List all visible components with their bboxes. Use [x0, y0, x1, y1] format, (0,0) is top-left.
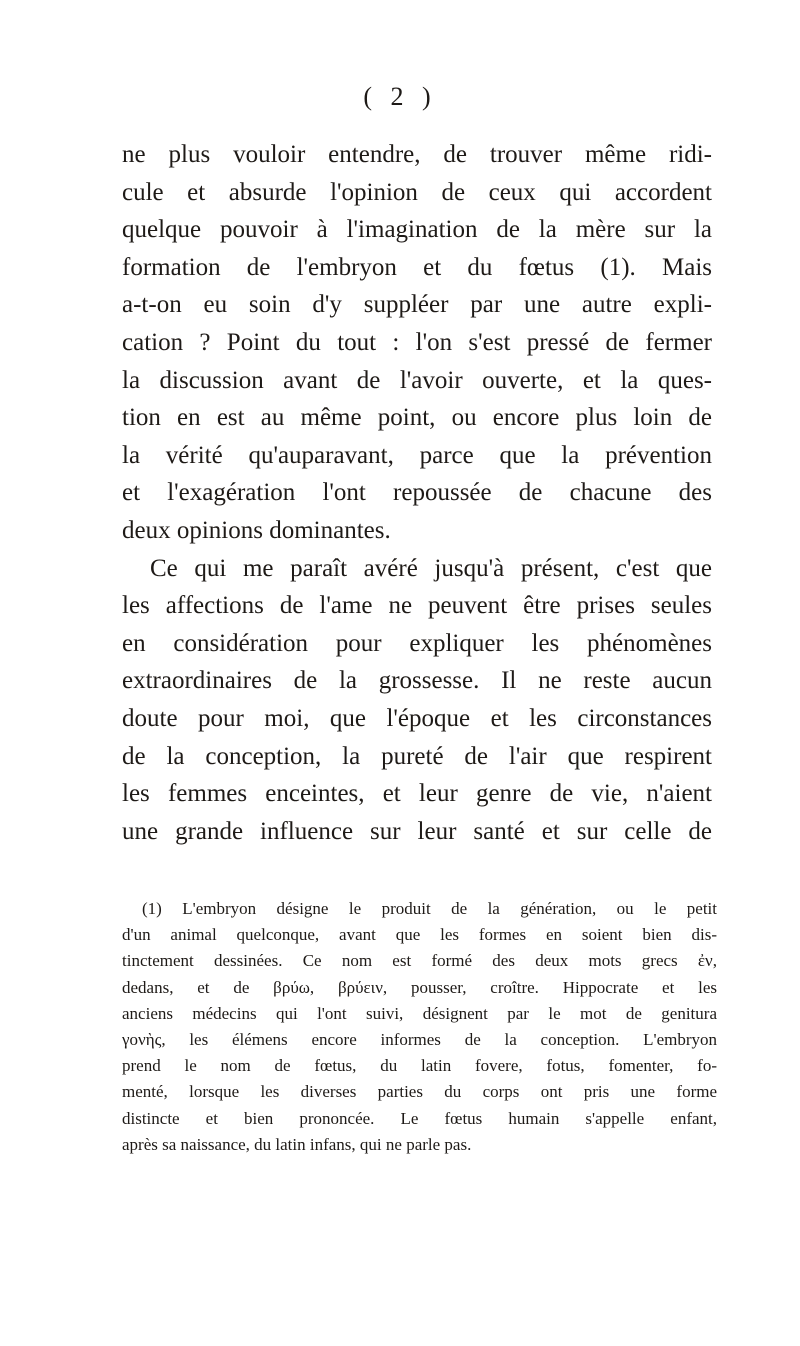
page-number: ( 2 ): [363, 82, 437, 111]
text-line: formation de l'embryon et du fœtus (1). Mais: [122, 253, 712, 281]
text-line: les affections de l'ame ne peuvent être prises seules: [122, 592, 712, 620]
text-line: doute pour moi, que l'époque et les circonstances: [122, 704, 712, 732]
footnote-line: distincte et bien prononcée. Le fœtus humain s'appelle enfant,: [122, 1108, 717, 1128]
footnote-line: menté, lorsque les diverses parties du corps ont pris une forme: [122, 1082, 717, 1102]
text-line: de la conception, la pureté de l'air que respirent: [122, 742, 712, 770]
footnote-line: dedans, et de βρύω, βρύειν, pousser, croître. Hippocrate et les: [122, 977, 717, 997]
text-line: Ce qui me paraît avéré jusqu'à présent, c'est que: [150, 554, 712, 582]
footnote: [122, 896, 717, 1158]
main-text: [122, 136, 712, 850]
text-line: a-t-on eu soin d'y suppléer par une autre expli-: [122, 291, 712, 319]
text-line: extraordinaires de la grossesse. Il ne reste aucun: [122, 667, 712, 695]
text-line: la vérité qu'auparavant, parce que la prévention: [122, 441, 712, 469]
footnote-line: tinctement dessinées. Ce nom est formé des deux mots grecs ἐν,: [122, 951, 717, 971]
footnote-line: γονὴς, les élémens encore informes de la conception. L'embryon: [122, 1029, 717, 1049]
text-line: la discussion avant de l'avoir ouverte, et la ques-: [122, 366, 712, 394]
footnote-line: (1) L'embryon désigne le produit de la génération, ou le petit: [142, 899, 717, 918]
footnote-line: prend le nom de fœtus, du latin fovere, fotus, fomenter, fo-: [122, 1056, 717, 1076]
text-line: deux opinions dominantes.: [122, 516, 391, 544]
footnote-line: anciens médecins qui l'ont suivi, désignent par le mot de genitura: [122, 1003, 717, 1023]
text-line: une grande influence sur leur santé et sur celle de: [122, 817, 712, 845]
text-line: les femmes enceintes, et leur genre de vie, n'aient: [122, 780, 712, 808]
text-line: tion en est au même point, ou encore plus loin de: [122, 404, 712, 432]
text-line: cule et absurde l'opinion de ceux qui accordent: [122, 178, 712, 206]
footnote-line: après sa naissance, du latin infans, qui ne parle pas.: [122, 1134, 472, 1154]
text-line: ne plus vouloir entendre, de trouver même ridi-: [122, 141, 712, 168]
text-line: cation ? Point du tout : l'on s'est pressé de fermer: [122, 328, 712, 356]
text-line: en considération pour expliquer les phénomènes: [122, 629, 712, 657]
text-line: quelque pouvoir à l'imagination de la mère sur la: [122, 216, 712, 244]
footnote-line: d'un animal quelconque, avant que les formes en soient bien dis-: [122, 925, 717, 945]
text-line: et l'exagération l'ont repoussée de chacune des: [122, 479, 712, 507]
